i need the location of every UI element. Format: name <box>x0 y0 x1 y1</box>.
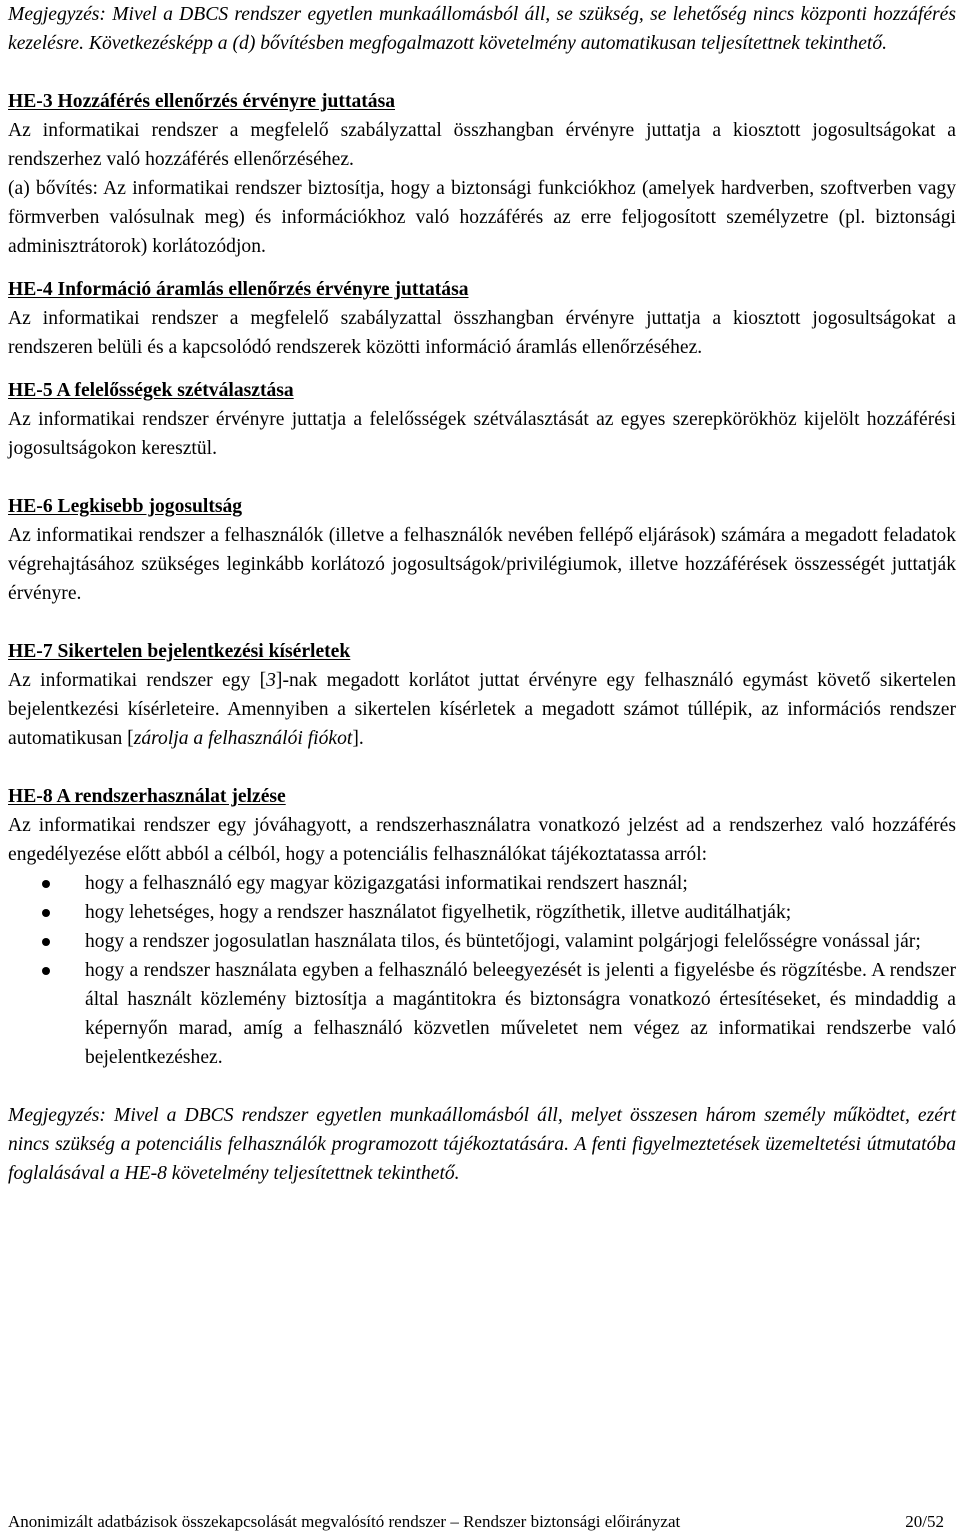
section-he-8 <box>8 782 956 1072</box>
section-he-5 <box>8 376 956 463</box>
section-body <box>8 666 956 753</box>
spacer <box>8 58 956 87</box>
section-he-3 <box>8 87 956 261</box>
section-extension: (a) bővítés: Az informatikai rendszer biztosítja, hogy a biztonsági funkciókhoz (amelyek hardverben, szoftverben vagy förmverben valósulnak meg) és információkhoz való hozzáférés az erre feljogosított személyzetre (pl. biztonsági adminisztrátorok) korlátozódjon. <box>8 178 956 257</box>
section-he-7 <box>8 637 956 753</box>
spacer <box>8 261 956 275</box>
section-body: Az informatikai rendszer a megfelelő szabályzattal összhangban érvényre juttatja a kiosztott jogosultságokat a rendszeren belüli és a kapcsolódó rendszerek közötti információ áramlás ellenőrzéséhez. <box>8 308 956 358</box>
page-number: 20/52 <box>905 1512 944 1531</box>
spacer <box>8 1072 956 1101</box>
section-heading: HE-8 A rendszerhasználat jelzése <box>8 786 286 807</box>
note-bottom: Megjegyzés: Mivel a DBCS rendszer egyetlen munkaállomásból áll, melyet összesen három személy működtet, ezért nincs szükség a potenciális felhasználók programozott tájékoztatására. A fenti figyelmeztetések üzemeltetési útmutatóba foglalásával a HE-8 követelmény teljesítettnek tekinthető. <box>8 1105 956 1184</box>
section-heading: HE-5 A felelősségek szétválasztása <box>8 380 294 401</box>
lock-action-text: zárolja a felhasználói fiókot <box>133 728 353 749</box>
attempt-limit-value: 3 <box>266 670 276 691</box>
section-heading: HE-4 Információ áramlás ellenőrzés érvényre juttatása <box>8 279 469 300</box>
spacer <box>8 362 956 376</box>
spacer <box>8 463 956 492</box>
list-item <box>8 956 956 1072</box>
list-item <box>8 927 956 956</box>
bullet-icon <box>42 967 50 975</box>
page-footer <box>8 1512 956 1532</box>
section-heading: HE-7 Sikertelen bejelentkezési kísérletek <box>8 641 351 662</box>
list-item-text: hogy a rendszer használata egyben a felhasználó beleegyezését is jelenti a figyelésbe és rögzítésbe. A rendszer által használt közlemény biztosítja a magántitokra és biztonságra vonatkozó értesítéseket, és mindaddig a képernyőn marad, amíg a felhasználó közvetlen műveletet nem végez az informatikai rendszerbe való bejelentkezéshez. <box>85 960 956 1068</box>
bullet-list <box>8 869 956 1072</box>
section-heading: HE-3 Hozzáférés ellenőrzés érvényre juttatása <box>8 91 396 112</box>
note-top: Megjegyzés: Mivel a DBCS rendszer egyetlen munkaállomásból áll, se szükség, se lehetőség nincs központi hozzáférés kezelésre. Következésképp a (d) bővítésben megfogalmazott követelmény automatikusan teljesítettnek tekinthető. <box>8 4 956 54</box>
body-text: ]. <box>352 728 364 749</box>
list-item-text: hogy a rendszer jogosulatlan használata tilos, és büntetőjogi, valamint polgárjogi felelősségre vonással jár; <box>85 931 921 952</box>
bullet-icon <box>42 909 50 917</box>
footer-title: Anonimizált adatbázisok összekapcsolását megvalósító rendszer – Rendszer biztonsági előirányzat <box>8 1512 681 1531</box>
spacer <box>8 608 956 637</box>
section-he-4 <box>8 275 956 362</box>
list-item <box>8 898 956 927</box>
spacer <box>8 753 956 782</box>
section-body: Az informatikai rendszer a felhasználók (illetve a felhasználók nevében fellépő eljárások) számára a megadott feladatok végrehajtásához szükséges leginkább korlátozó jogosultságok/privilégiumok, illetve hozzáférések összességét juttatják érvényre. <box>8 525 956 604</box>
section-body: Az informatikai rendszer a megfelelő szabályzattal összhangban érvényre juttatja a kiosztott jogosultságokat a rendszerhez való hozzáférés ellenőrzéséhez. <box>8 120 956 170</box>
section-body: Az informatikai rendszer érvényre juttatja a felelősségek szétválasztását az egyes szerepkörökhöz kijelölt hozzáférési jogosultságokon keresztül. <box>8 409 956 459</box>
section-body: Az informatikai rendszer egy jóváhagyott, a rendszerhasználatra vonatkozó jelzést ad a rendszerhez való hozzáférés engedélyezése előtt abból a célból, hogy a potenciális felhasználókat tájékoztatassa arról: <box>8 815 956 865</box>
list-item <box>8 869 956 898</box>
bullet-icon <box>42 880 50 888</box>
bullet-icon <box>42 938 50 946</box>
list-item-text: hogy lehetséges, hogy a rendszer használatot figyelhetik, rögzíthetik, illetve auditálhatják; <box>85 902 792 923</box>
section-he-6 <box>8 492 956 608</box>
section-heading: HE-6 Legkisebb jogosultság <box>8 496 243 517</box>
document-page <box>8 0 956 1188</box>
list-item-text: hogy a felhasználó egy magyar közigazgatási informatikai rendszert használ; <box>85 873 688 894</box>
body-text: Az informatikai rendszer egy [ <box>8 670 267 691</box>
body-text: ]-nak megadott korlátot juttat érvényre egy felhasználó egymást követő sikertelen bejelentkezési kísérleteire. Amennyiben a sikertelen kísérletek a megadott számot túllépik, az információs rendszer automatikusan [ <box>8 670 957 749</box>
